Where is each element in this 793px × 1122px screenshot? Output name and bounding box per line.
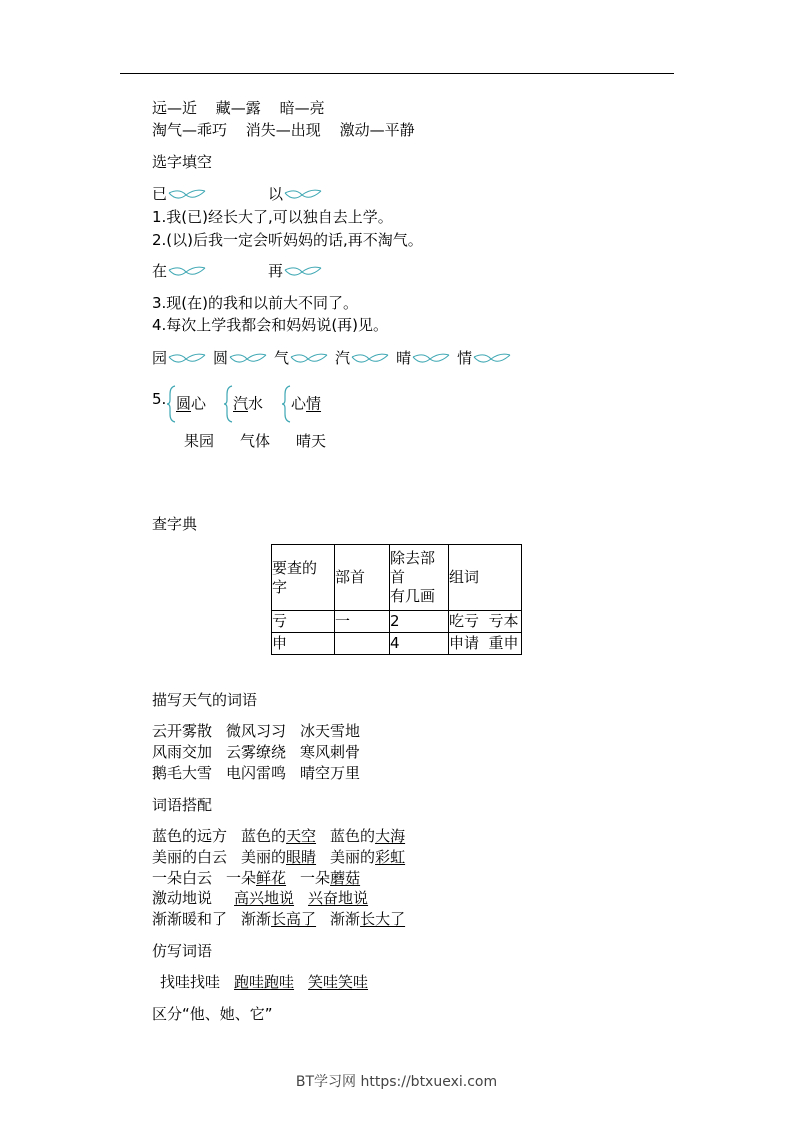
weather-word: 寒风刺骨 (300, 743, 361, 761)
weather-word: 晴空万里 (300, 764, 361, 782)
choice-char: 晴 (396, 349, 412, 367)
word-part: 心 (191, 394, 207, 413)
word-part: 心 (291, 394, 307, 413)
imitate-row (160, 972, 368, 992)
choice-char: 情 (457, 349, 473, 367)
footer-watermark: BT学习网 https://btxuexi.com (295, 1074, 498, 1090)
sentence-3: 3.现(在)的我和以前大不同了。 (152, 294, 359, 312)
matching-row: 渐渐暖和了 渐渐长高了 渐渐长大了 (152, 910, 406, 928)
brace-icon (223, 385, 233, 423)
table-cell: 吃亏 亏本 (449, 611, 522, 633)
antonyms-line-1 (152, 98, 325, 118)
char-choice-1 (152, 184, 206, 204)
table-cell: 亏 (272, 611, 335, 633)
dictionary-table (271, 544, 522, 655)
choice-char: 再 (268, 262, 284, 280)
word-part: 情 (306, 394, 322, 413)
header-rule (120, 73, 674, 74)
leaf-icon (284, 188, 322, 202)
section-title-dictionary: 查字典 (152, 515, 198, 533)
leaf-icon (168, 265, 206, 279)
choice-char: 汽 (335, 349, 351, 367)
item5-word: 晴天 (296, 432, 327, 450)
matching-row: 激动地说 高兴地说 兴奋地说 (152, 889, 369, 907)
section-title-imitate: 仿写词语 (152, 942, 213, 960)
table-header-cell: 要查的 字 (272, 545, 335, 611)
antonym-pair: 藏—露 (215, 99, 261, 117)
weather-word: 鹅毛大雪 (152, 764, 213, 782)
table-cell: 4 (390, 633, 449, 655)
imitate-word: 找哇找哇 (160, 973, 221, 991)
char-choice-4 (268, 261, 322, 281)
brace-icon (166, 385, 176, 423)
choice-char: 在 (152, 262, 168, 280)
brace-icon (281, 385, 291, 423)
leaf-icon (412, 352, 450, 366)
matching-row: 蓝色的远方 蓝色的天空 蓝色的大海 (152, 827, 406, 845)
weather-row (152, 721, 360, 741)
leaf-icon (168, 188, 206, 202)
matching-row: 美丽的白云 美丽的眼睛 美丽的彩虹 (152, 848, 406, 866)
table-header-cell: 组词 (449, 545, 522, 611)
imitate-word: 跑哇跑哇 (234, 973, 295, 991)
section-title-matching: 词语搭配 (152, 796, 213, 814)
weather-word: 云雾缭绕 (226, 743, 287, 761)
table-header-row (272, 545, 522, 611)
item5-word: 气体 (240, 432, 271, 450)
choice-char: 圆 (213, 349, 229, 367)
table-cell (335, 633, 390, 655)
table-cell: 申请 重申 (449, 633, 522, 655)
table-cell: 申 (272, 633, 335, 655)
weather-word: 云开雾散 (152, 722, 213, 740)
choice-char: 以 (268, 185, 284, 203)
leaf-icon (168, 352, 206, 366)
weather-word: 风雨交加 (152, 743, 213, 761)
leaf-icon (284, 265, 322, 279)
item5-word: 果园 (184, 432, 215, 450)
table-header-cell: 部首 (335, 545, 390, 611)
table-row (272, 611, 522, 633)
weather-row (152, 763, 360, 783)
word-part: 圆 (176, 394, 192, 413)
choice-char: 气 (274, 349, 290, 367)
antonym-pair: 淘气—乖巧 (152, 121, 228, 139)
char-choice-2 (268, 184, 322, 204)
leaf-icon (351, 352, 389, 366)
leaf-icon (229, 352, 267, 366)
brace-group-2 (223, 385, 263, 425)
antonym-pair: 暗—亮 (279, 99, 325, 117)
sentence-2: 2.(以)后我一定会听妈妈的话,再不淘气。 (152, 231, 423, 249)
char-choice-3 (152, 261, 206, 281)
sentence-1: 1.我(已)经长大了,可以独自去上学。 (152, 208, 393, 226)
imitate-word: 笑哇笑哇 (308, 973, 369, 991)
antonym-pair: 远—近 (152, 99, 198, 117)
antonym-pair: 激动—平静 (339, 121, 415, 139)
weather-word: 电闪雷鸣 (226, 764, 287, 782)
word-part: 汽 (233, 394, 249, 413)
char-choice-row (152, 348, 511, 368)
antonyms-line-2 (152, 120, 415, 140)
antonym-pair: 消失—出现 (245, 121, 321, 139)
table-cell: 一 (335, 611, 390, 633)
choice-char: 已 (152, 185, 168, 203)
table-row (272, 633, 522, 655)
table-header-cell: 除去部 首 有几画 (390, 545, 449, 611)
weather-word: 冰天雪地 (300, 722, 361, 740)
weather-row (152, 742, 360, 762)
section-title-distinguish: 区分“他、她、它” (152, 1005, 273, 1023)
table-cell: 2 (390, 611, 449, 633)
section-title-choose-fill: 选字填空 (152, 153, 213, 171)
matching-row: 一朵白云 一朵鲜花 一朵蘑菇 (152, 869, 361, 887)
brace-group-1 (166, 385, 206, 425)
brace-group-3 (281, 385, 321, 425)
leaf-icon (290, 352, 328, 366)
choice-char: 园 (152, 349, 168, 367)
section-title-weather: 描写天气的词语 (152, 691, 258, 709)
weather-word: 微风习习 (226, 722, 287, 740)
item-number: 5. (152, 390, 167, 408)
sentence-4: 4.每次上学我都会和妈妈说(再)见。 (152, 316, 389, 334)
leaf-icon (473, 352, 511, 366)
word-part: 水 (248, 394, 264, 413)
